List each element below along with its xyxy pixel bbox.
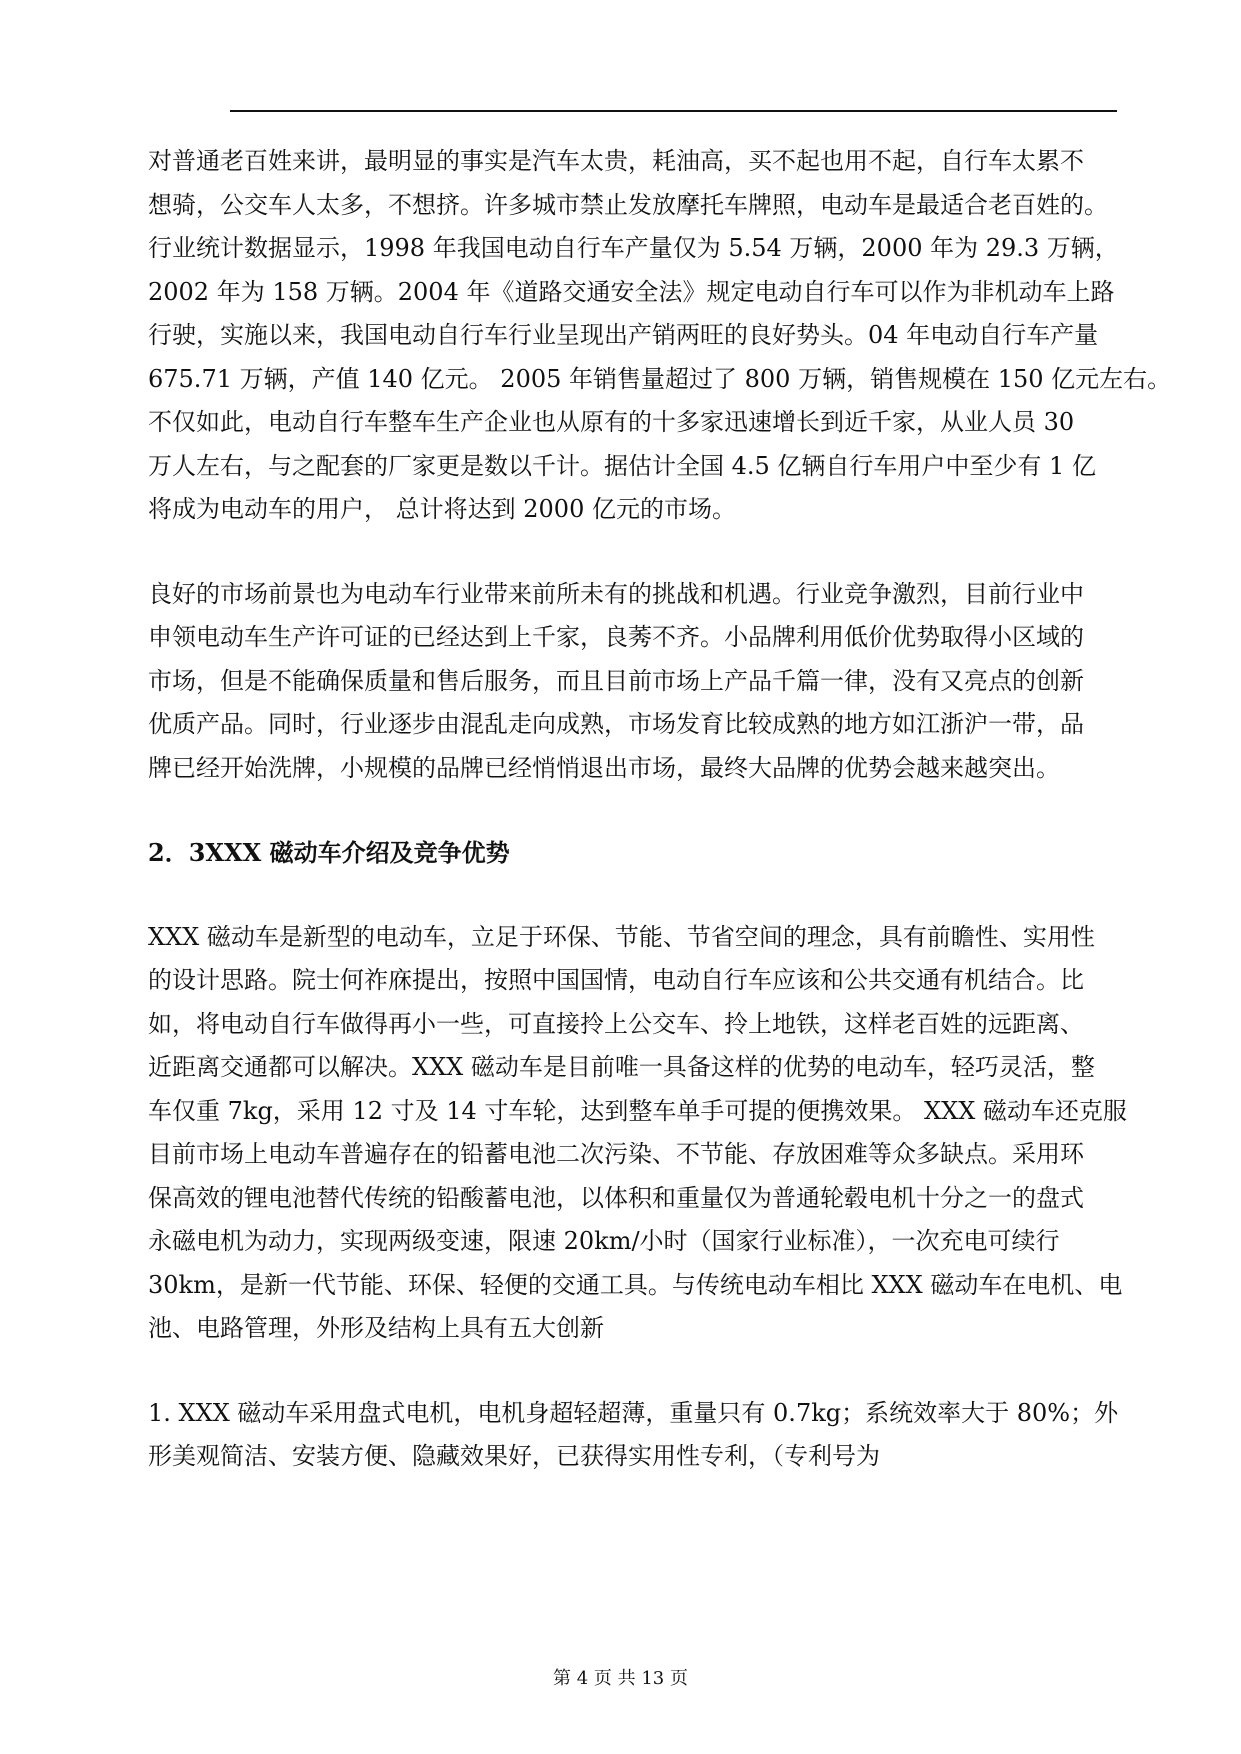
- text-line: 良好的市场前景也为电动车行业带来前所未有的挑战和机遇。行业竞争激烈，目前行业中: [148, 579, 1084, 608]
- text-line: 市场，但是不能确保质量和售后服务，而且目前市场上产品千篇一律，没有又亮点的创新: [148, 666, 1084, 695]
- text-line: 申领电动车生产许可证的已经达到上千家，良莠不齐。小品牌利用低价优势取得小区域的: [148, 623, 1084, 651]
- paragraph-gap: [148, 1351, 1116, 1392]
- text-line: 行驶，实施以来，我国电动自行车行业呈现出产销两旺的良好势头。04 年电动自行车产量: [148, 321, 1099, 349]
- text-line: 将成为电动车的用户， 总计将达到 2000 亿元的市场。: [148, 495, 736, 523]
- text-line: 近距离交通都可以解决。XXX 磁动车是目前唯一具备这样的优势的电动车，轻巧灵活，整: [148, 1053, 1095, 1081]
- text-line: 如，将电动自行车做得再小一些，可直接拎上公交车、拎上地铁，这样老百姓的远距离、: [148, 1009, 1084, 1038]
- paragraph-market-growth: [148, 140, 1172, 532]
- text-line: 牌已经开始洗牌，小规模的品牌已经悄悄退出市场，最终大品牌的优势会越来越突出。: [148, 753, 1060, 782]
- text-line: 对普通老百姓来讲，最明显的事实是汽车太贵，耗油高，买不起也用不起，自行车太累不: [148, 147, 1084, 175]
- text-line: 保高效的锂电池替代传统的铅酸蓄电池，以体积和重量仅为普通轮毂电机十分之一的盘式: [148, 1183, 1084, 1212]
- paragraph-innovation-1: [148, 1392, 1119, 1479]
- text-line: 车仅重 7kg，采用 12 寸及 14 寸车轮，达到整车单手可提的便携效果。 XXX 磁动车还克服: [148, 1096, 1127, 1125]
- text-line: 2002 年为 158 万辆。2004 年《道路交通安全法》规定电动自行车可以作为非机动车上路: [148, 277, 1115, 306]
- paragraph-product-intro: [148, 916, 1127, 1351]
- text-line: 池、电路管理，外形及结构上具有五大创新: [148, 1314, 604, 1342]
- text-line: 的设计思路。院士何祚庥提出，按照中国国情，电动自行车应该和公共交通有机结合。比: [148, 966, 1084, 994]
- paragraph-gap: [148, 875, 1116, 916]
- text-line: 675.71 万辆，产值 140 亿元。 2005 年销售量超过了 800 万辆，销售规模在 150 亿元左右。: [148, 364, 1172, 393]
- text-line: 目前市场上电动车普遍存在的铅蓄电池二次污染、不节能、存放困难等众多缺点。采用环: [148, 1140, 1084, 1168]
- text-line: 想骑，公交车人太多，不想挤。许多城市禁止发放摩托车牌照，电动车是最适合老百姓的。: [148, 190, 1108, 219]
- section-heading: 2．3XXX 磁动车介绍及竞争优势: [148, 838, 510, 867]
- paragraph-gap: [148, 790, 1116, 831]
- text-line: 1. XXX 磁动车采用盘式电机，电机身超轻超薄，重量只有 0.7kg；系统效率大于 80%；外: [148, 1398, 1119, 1427]
- text-line: 不仅如此，电动自行车整车生产企业也从原有的十多家迅速增长到近千家，从业人员 30: [148, 408, 1075, 436]
- text-line: 万人左右，与之配套的厂家更是数以千计。据估计全国 4.5 亿辆自行车用户中至少有 1 亿: [148, 451, 1096, 480]
- document-body: [148, 140, 1172, 1479]
- text-line: 行业统计数据显示，1998 年我国电动自行车产量仅为 5.54 万辆，2000 年为 29.3 万辆，: [148, 234, 1119, 262]
- paragraph-competition: [148, 573, 1116, 791]
- text-line: 优质产品。同时，行业逐步由混乱走向成熟，市场发育比较成熟的地方如江浙沪一带，品: [148, 710, 1084, 738]
- text-line: 30km，是新一代节能、环保、轻便的交通工具。与传统电动车相比 XXX 磁动车在电机、电: [148, 1270, 1123, 1299]
- text-line: XXX 磁动车是新型的电动车，立足于环保、节能、节省空间的理念，具有前瞻性、实用性: [148, 922, 1095, 951]
- page-footer: 第 4 页 共 13 页: [553, 1668, 688, 1689]
- text-line: 永磁电机为动力，实现两级变速，限速 20km/小时（国家行业标准），一次充电可续行: [148, 1227, 1060, 1255]
- header-rule: [230, 110, 1117, 112]
- paragraph-gap: [148, 532, 1116, 573]
- text-line: 形美观简洁、安装方便、隐藏效果好，已获得实用性专利，（专利号为: [148, 1442, 880, 1470]
